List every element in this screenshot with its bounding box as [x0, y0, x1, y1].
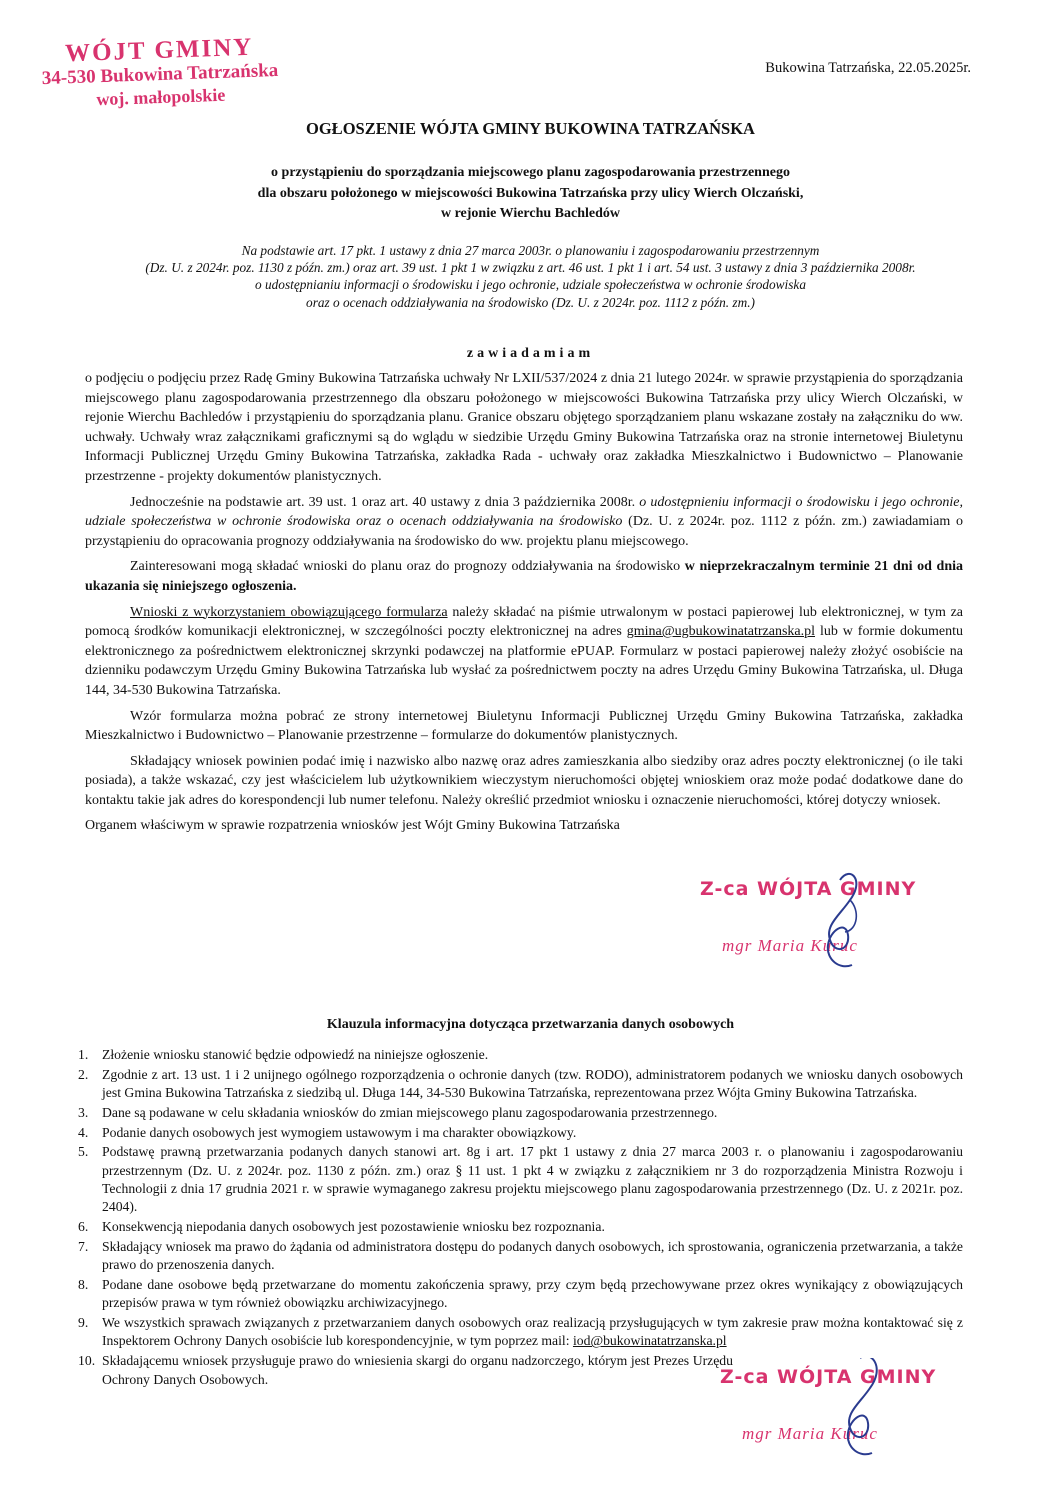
- list-item: [78, 1314, 963, 1351]
- text-span: należy składać na piśmie utrwalonym w postaci papierowej lub elektronicznej, w tym za pomocą środków komunikacji elektronicznej, w szczególności poczty elektronicznej na adres: [85, 604, 964, 640]
- item-number: 2.: [78, 1066, 89, 1082]
- paragraph-form-download: Wzór formularza można pobrać ze strony internetowej Biuletynu Informacji Publicznej Urzędu Gminy Bukowina Tatrzańska, zakładka Mieszkalnictwo i Budownictwo – Planowanie przestrzenne – formularze do dokumentów planistycznych.: [85, 708, 963, 744]
- signature-name: mgr Maria Kuruc: [742, 1424, 878, 1443]
- zawiadamiam-heading: zawiadamiam: [466, 346, 595, 361]
- office-stamp: [29, 33, 291, 112]
- item-number: 9.: [78, 1315, 89, 1331]
- item-text: Podane dane osobowe będą przetwarzane do momentu zakończenia sprawy, przy czym będą przechowywane przez okres wynikający z obowiązujących przepisów prawa w tym również obowiązku archiwizacyjnego.: [102, 1277, 963, 1311]
- email-link[interactable]: gmina@ugbukowinatatrzanska.pl: [626, 624, 816, 640]
- list-item: [78, 1104, 963, 1122]
- signature-stamp: [720, 1358, 980, 1468]
- legal-basis: [70, 242, 991, 311]
- legal-basis-line: oraz o ocenach oddziaływania na środowisko (Dz. U. z 2024r. poz. 1112 z późn. zm.): [306, 294, 755, 310]
- subtitle-line: w rejonie Wierchu Bachledów: [440, 206, 621, 221]
- paragraph-environment: [85, 493, 963, 552]
- document-title: OGŁOSZENIE WÓJTA GMINY BUKOWINA TATRZAŃSKA: [306, 119, 755, 138]
- list-item: [78, 1276, 963, 1313]
- list-item: [78, 1046, 963, 1064]
- subtitle-line: dla obszaru położonego w miejscowości Bukowina Tatrzańska przy ulicy Wierch Olczański,: [257, 185, 804, 201]
- item-number: 7.: [78, 1238, 89, 1254]
- form-link[interactable]: Wnioski z wykorzystaniem obowiązującego formularza: [130, 604, 448, 620]
- list-item: [78, 1124, 963, 1142]
- paragraph-submission: [85, 603, 963, 701]
- text-span: We wszystkich sprawach związanych z przetwarzaniem danych osobowych oraz realizacją przysługujących w tym zakresie praw można kontaktować się z Inspektorem Ochrony Danych osobiście lub korespondencyjnie, w tym poprzez mail:: [102, 1315, 963, 1349]
- item-number: 10.: [78, 1353, 96, 1369]
- item-text: Składającemu wniosek przysługuje prawo do wniesienia skargi do organu nadzorczego, którym jest Prezes Urzędu Ochrony Danych Osobowych.: [102, 1353, 733, 1387]
- legal-basis-line: Na podstawie art. 17 pkt. 1 ustawy z dnia 27 marca 2003r. o planowaniu i zagospodarowaniu przestrzennym: [241, 243, 820, 258]
- stamp-title: WÓJT GMINY: [64, 33, 254, 68]
- legal-basis-line: o udostępnianiu informacji o środowisku i jego ochronie, udziale społeczeństwa w ochronie środowiska: [255, 277, 806, 293]
- item-text: Złożenie wniosku stanowić będzie odpowiedź na niniejsze ogłoszenie.: [102, 1047, 489, 1062]
- signature-title: Z-ca WÓJTA GMINY: [700, 878, 917, 900]
- item-number: 8.: [78, 1277, 89, 1293]
- item-text: Podanie danych osobowych jest wymogiem ustawowym i ma charakter obowiązkowy.: [102, 1124, 577, 1140]
- handwritten-signature-icon: [700, 870, 960, 980]
- list-item: [78, 1143, 963, 1216]
- stamp-region: woj. małopolskie: [96, 84, 226, 110]
- item-text: Zgodnie z art. 13 ust. 1 i 2 unijnego ogólnego rozporządzenia o ochronie danych (tzw. RODO), administratorem podanych we wniosku danych osobowych jest Gmina Bukowina Tatrzańska z siedzibą ul. Długa 144, 34-530 Bukowina Tatrzańska, reprezentowana przez Wójta Gminy Bukowina Tatrzańska.: [102, 1066, 963, 1101]
- paragraph-resolution: o podjęciu o podjęciu przez Radę Gminy Bukowina Tatrzańska uchwały Nr LXII/537/2024 z dnia 21 lutego 2024r. w sprawie przystąpienia do sporządzania miejscowego planu zagospodarowania przestrzennego dla obszaru położonego w miejscowości Bukowina Tatrzańska przy ulicy Wierch Olczański, w rejonie Wierchu Bachledów i przystąpieniu do sporządzania planu. Granice obszaru objętego sporządzaniem planu wskazane zostały na załączniku do ww. uchwały. Uchwały wraz załącznikami graficznymi są do wglądu w siedzibie Urzędu Gminy Bukowina Tatrzańska oraz na stronie internetowej Biuletynu Informacji Publicznej Urzędu Gminy Bukowina Tatrzańska, zakładka Rada - uchwały oraz zakładka Mieszkalnictwo i Budownictwo – Planowanie przestrzenne - projekty dokumentów planistycznych.: [85, 371, 963, 484]
- item-text: Podstawę prawną przetwarzania podanych danych stanowi art. 8g i art. 17 pkt 1 ustawy z dnia 27 marca 2003 r. o planowaniu i zagospodarowaniu przestrzennym (Dz. U. z 2024r. poz. 1130 z późn. zm.) oraz § 11 ust. 1 pkt 4 w związku z załącznikiem nr 3 do rozporządzenia Ministra Rozwoju i Technologii z dnia 17 grudnia 2021 r. w sprawie wymaganego zakresu projektu miejscowego planu zagospodarowania przestrzennego (Dz. U. z 2021r. poz. 2404).: [102, 1144, 963, 1215]
- item-number: 3.: [78, 1104, 89, 1120]
- subtitle-line: o przystąpieniu do sporządzania miejscowego planu zagospodarowania przestrzennego: [271, 165, 790, 180]
- item-text: Konsekwencją niepodania danych osobowych jest pozostawienie wniosku bez rozpoznania.: [102, 1219, 605, 1235]
- deadline-text: w nieprzekraczalnym terminie 21 dni od dnia ukazania się niniejszego ogłoszenia.: [85, 559, 964, 594]
- list-item: [78, 1066, 963, 1103]
- italic-act-title: o udostępnieniu informacji o środowisku i jego ochronie, udziale społeczeństwa w ochronie środowiska oraz o ocenach oddziaływania na środowisko: [85, 494, 964, 530]
- legal-basis-line: (Dz. U. z 2024r. poz. 1130 z późn. zm.) oraz art. 39 ust. 1 pkt 1 w związku z art. 46 ust. 1 pkt 1 i art. 54 ust. 3 ustawy z dnia 3 października 2008r.: [145, 260, 916, 276]
- iod-email-link[interactable]: iod@bukowinatatrzanska.pl: [572, 1333, 727, 1349]
- signature-stamp: [700, 870, 960, 980]
- stamp-address: 34-530 Bukowina Tatrzańska: [41, 59, 279, 90]
- signature-name: mgr Maria Kuruc: [722, 936, 858, 955]
- signature-title: Z-ca WÓJTA GMINY: [720, 1366, 937, 1388]
- text-span: lub w formie dokumentu elektronicznego za pośrednictwem elektronicznej skrzynki podawczej na platformie ePUAP. Formularz w postaci papierowej należy złożyć osobiście na dzienniku podawczym Urzędu Gminy Bukowina Tatrzańska lub wysłać za pośrednictwem poczty na adres Urzędu Gminy Bukowina Tatrzańska, ul. Długa 144, 34-530 Bukowina Tatrzańska.: [85, 624, 964, 698]
- item-number: 1.: [78, 1047, 89, 1062]
- klauzula-list: [78, 1046, 963, 1390]
- paragraph-authority: Organem właściwym w sprawie rozpatrzenia wniosków jest Wójt Gminy Bukowina Tatrzańska: [85, 818, 620, 834]
- item-number: 5.: [78, 1144, 89, 1160]
- text-span: Jednocześnie na podstawie art. 39 ust. 1 oraz art. 40 ustawy z dnia 3 października 2008r.: [130, 494, 636, 510]
- klauzula-title: Klauzula informacyjna dotycząca przetwarzania danych osobowych: [326, 1017, 735, 1032]
- paragraph-applicant-data: Składający wniosek powinien podać imię i nazwisko albo nazwę oraz adres zamieszkania albo siedziby oraz adres poczty elektronicznej (o ile taki posiada), a także wskazać, czy jest właścicielem lub użytkownikiem wieczystym nieruchomości objętej wnioskiem oraz może podać dodatkowe dane do kontaktu takie jak adres do korespondencji lub numer telefonu. Należy określić przedmiot wniosku i oznaczenie nieruchomości, której dotyczy wniosek.: [85, 753, 963, 808]
- list-item: [78, 1218, 963, 1236]
- paragraph-deadline: [85, 557, 963, 596]
- item-number: 4.: [78, 1124, 89, 1140]
- announcement-body: [85, 369, 963, 842]
- text-span: (Dz. U. z 2024r. poz. 1112 z późn. zm.) zawiadamiam o przystąpieniu do opracowania prognozy oddziaływania na środowisko do ww. projektu planu miejscowego.: [85, 514, 964, 549]
- handwritten-signature-icon: [720, 1358, 980, 1468]
- document-subtitle: [0, 163, 1061, 225]
- list-item: [78, 1238, 963, 1275]
- place-date: Bukowina Tatrzańska, 22.05.2025r.: [765, 60, 971, 76]
- item-number: 6.: [78, 1219, 89, 1235]
- item-text: [102, 1314, 963, 1351]
- item-text: Składający wniosek ma prawo do żądania od administratora dostępu do podanych danych osobowych, ich sprostowania, ograniczenia przetwarzania, a także prawo do przenoszenia danych.: [102, 1238, 963, 1273]
- text-span: Zainteresowani mogą składać wnioski do planu oraz do prognozy oddziaływania na środowisko: [130, 559, 681, 575]
- item-text: Dane są podawane w celu składania wniosków do zmian miejscowego planu zagospodarowania przestrzennego.: [102, 1104, 718, 1120]
